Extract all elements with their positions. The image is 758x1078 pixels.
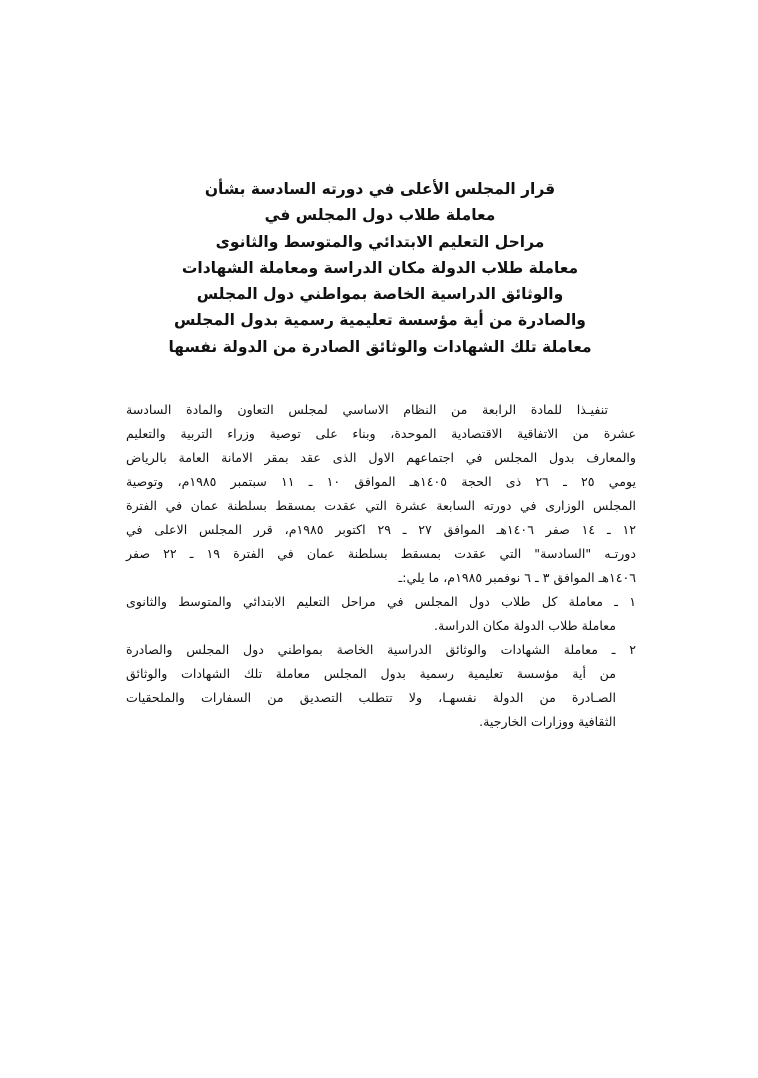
preamble-line: عشرة من الاتفاقية الاقتصادية الموحدة، وبناء على توصية وزراء التربية والتعليم: [126, 426, 636, 441]
title-line: معاملة طلاب دول المجلس في: [264, 206, 496, 225]
title-line: مراحل التعليم الابتدائي والمتوسط والثانوى: [215, 232, 545, 251]
decision-item-2: [126, 638, 636, 734]
preamble-line: دورتـه "السادسة" التي عقدت بمسقط بسلطنة عمان في الفترة ١٩ ـ ٢٢ صفر: [126, 546, 636, 561]
item-line: ١ ـ معاملة كل طلاب دول المجلس في مراحل التعليم الابتدائي والمتوسط والثانوى: [126, 594, 636, 609]
item-line: ٢ ـ معاملة الشهادات والوثائق الدراسية الخاصة بمواطني دول المجلس والصادرة: [126, 642, 636, 657]
decision-item-1: [126, 590, 636, 638]
title-line: معاملة طلاب الدولة مكان الدراسة ومعاملة الشهادات: [181, 258, 579, 277]
preamble-line: تنفيـذا للمادة الرابعة من النظام الاساسي لمجلس التعاون والمادة السادسة: [126, 402, 608, 417]
preamble-line: المجلس الوزارى في دورته السابعة عشرة التي عقدت بمسقط بسلطنة عمان في الفترة: [126, 498, 636, 513]
title-line: والصادرة من أية مؤسسة تعليمية رسمية بدول المجلس: [174, 311, 586, 330]
preamble-line: والمعارف بدول المجلس في اجتماعهم الاول الذى عقد بمقر الامانة العامة بالرياض: [126, 450, 636, 465]
decision-title: [130, 176, 630, 360]
preamble-line: يومي ٢٥ ـ ٢٦ ذى الحجة ١٤٠٥هـ الموافق ١٠ ـ ١١ سبتمبر ١٩٨٥م، وتوصية: [126, 474, 636, 489]
item-line: من أية مؤسسة تعليمية رسمية بدول المجلس معاملة تلك الشهادات والوثائق: [126, 666, 616, 681]
title-line: معاملة تلك الشهادات والوثائق الصادرة من الدولة نفسها: [168, 337, 592, 356]
title-line: قرار المجلس الأعلى في دورته السادسة بشأن: [204, 180, 556, 198]
item-line: معاملة طلاب الدولة مكان الدراسة.: [434, 618, 616, 633]
preamble-line: ١٢ ـ ١٤ صفر ١٤٠٦هـ الموافق ٢٧ ـ ٢٩ اكتوبر ١٩٨٥م، قرر المجلس الاعلى في: [126, 522, 636, 537]
title-line: والوثائق الدراسية الخاصة بمواطني دول المجلس: [196, 285, 564, 304]
item-line: الثقافية ووزارات الخارجية.: [479, 714, 616, 729]
preamble-paragraph: [126, 398, 636, 590]
decision-body: [126, 398, 636, 734]
preamble-line: ١٤٠٦هـ الموافق ٣ ـ ٦ نوفمبر ١٩٨٥م، ما يلي:ـ: [398, 570, 636, 585]
item-line: الصـادرة من الدولة نفسهـا، ولا تتطلب التصديق من السفارات والملحقيات: [126, 690, 616, 705]
